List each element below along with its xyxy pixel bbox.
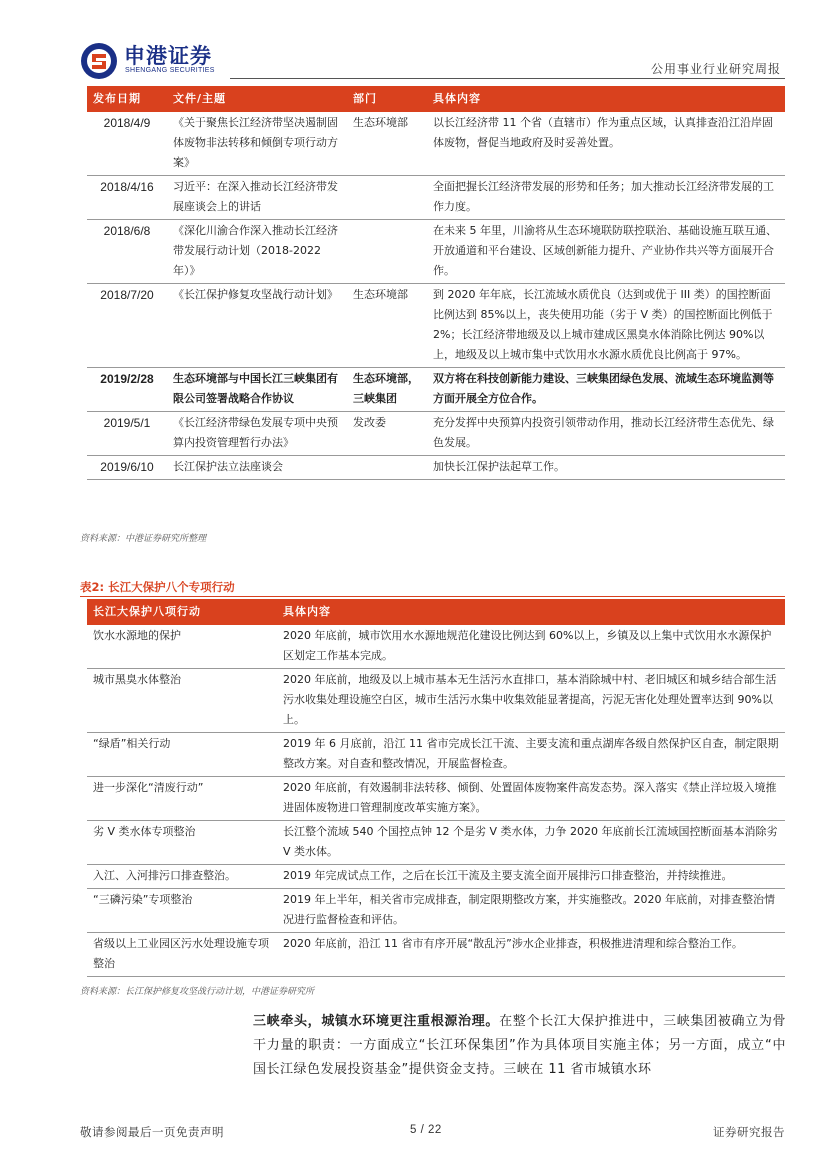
row-dept: 生态环境部 xyxy=(347,112,427,176)
row-topic: 《长江保护修复攻坚战行动计划》 xyxy=(167,284,347,368)
row-topic: 长江保护法立法座谈会 xyxy=(167,456,347,480)
paragraph-text: 在整个长江大保护推进中，三峡集团被确立为骨干力量的职责：一方面成立“长江环保集团”作为具体项目实施主体；另一方面，成立“中国长江绿色发展投资基金”提供资金支持。三峡在 11 省市城镇水环 xyxy=(253,1014,786,1077)
header-dept: 部门 xyxy=(347,86,427,112)
table-row xyxy=(87,777,785,821)
row-action: 城市黑臭水体整治 xyxy=(87,669,277,733)
row-content: 充分发挥中央预算内投资引领带动作用，推动长江经济带生态优先、绿色发展。 xyxy=(427,412,785,456)
footer-report-label: 证券研究报告 xyxy=(713,1125,785,1139)
row-content: 2020 年底前，有效遏制非法转移、倾倒、处置固体废物案件高发态势。深入落实《禁止洋垃圾入境推进固体废物进口管理制度改革实施方案》。 xyxy=(277,777,785,821)
table-row xyxy=(87,112,785,176)
row-date: 2019/6/10 xyxy=(87,456,167,480)
row-topic: 生态环境部与中国长江三峡集团有限公司签署战略合作协议 xyxy=(167,368,347,412)
table-row xyxy=(87,284,785,368)
table-row xyxy=(87,821,785,865)
row-content: 2019 年完成试点工作，之后在长江干流及主要支流全面开展排污口排查整治，并持续推进。 xyxy=(277,865,785,889)
row-content: 双方将在科技创新能力建设、三峡集团绿色发展、流域生态环境监测等方面开展全方位合作。 xyxy=(427,368,785,412)
row-action: 省级以上工业园区污水处理设施专项整治 xyxy=(87,933,277,977)
row-action: 入江、入河排污口排查整治。 xyxy=(87,865,277,889)
logo-chinese-name: 申港证券 xyxy=(124,44,212,68)
table2-title-divider xyxy=(80,596,785,597)
company-logo xyxy=(80,40,310,82)
page-header xyxy=(80,40,785,82)
table2-title: 表2: 长江大保护八个专项行动 xyxy=(80,580,235,594)
table-header-row xyxy=(87,599,785,625)
table1-source: 资料来源：中港证券研究所整理 xyxy=(80,534,207,544)
table-row xyxy=(87,220,785,284)
row-content: 到 2020 年年底，长江流域水质优良（达到或优于 III 类）的国控断面比例达到 85%以上，丧失使用功能（劣于 V 类）的国控断面比例低于 2%；长江经济带地级及以上城市建成区黑臭水体消除比例达 90%以上，地级及以上城市集中式饮用水水源水质优良比例高于 97%。 xyxy=(427,284,785,368)
table-row xyxy=(87,933,785,977)
row-dept xyxy=(347,176,427,220)
row-topic: 《深化川渝合作深入推动长江经济带发展行动计划（2018-2022 年）》 xyxy=(167,220,347,284)
header-topic: 文件/主题 xyxy=(167,86,347,112)
row-content: 以长江经济带 11 个省（直辖市）作为重点区域，认真排查沿江沿岸固体废物，督促当地政府及时妥善处置。 xyxy=(427,112,785,176)
row-content: 2020 年底前，地级及以上城市基本无生活污水直排口，基本消除城中村、老旧城区和城乡结合部生活污水收集处理设施空白区，城市生活污水集中收集效能显著提高，污泥无害化处理处置率达到 90%以上。 xyxy=(277,669,785,733)
table-row xyxy=(87,625,785,669)
row-topic: 习近平：在深入推动长江经济带发展座谈会上的讲话 xyxy=(167,176,347,220)
row-date: 2018/4/16 xyxy=(87,176,167,220)
logo-emblem-icon xyxy=(80,42,118,80)
row-content: 长江整个流域 540 个国控点钟 12 个是劣 V 类水体，力争 2020 年底前长江流域国控断面基本消除劣 V 类水体。 xyxy=(277,821,785,865)
row-dept: 生态环境部，三峡集团 xyxy=(347,368,427,412)
row-action: 进一步深化“清废行动” xyxy=(87,777,277,821)
header-action: 长江大保护八项行动 xyxy=(87,599,277,625)
row-content: 2019 年上半年，相关省市完成排查，制定限期整改方案，并实施整改。2020 年底前，对排查整治情况进行监督检查和评估。 xyxy=(277,889,785,933)
row-content: 2020 年底前，沿江 11 省市有序开展“散乱污”涉水企业排查，积极推进清理和综合整治工作。 xyxy=(277,933,785,977)
row-content: 加快长江保护法起草工作。 xyxy=(427,456,785,480)
row-topic: 《长江经济带绿色发展专项中央预算内投资管理暂行办法》 xyxy=(167,412,347,456)
table-row xyxy=(87,368,785,412)
policy-table xyxy=(87,86,785,480)
row-dept: 生态环境部 xyxy=(347,284,427,368)
row-dept xyxy=(347,456,427,480)
row-topic: 《关于聚焦长江经济带坚决遏制固体废物非法转移和倾倒专项行动方案》 xyxy=(167,112,347,176)
row-action: “三磷污染”专项整治 xyxy=(87,889,277,933)
row-content: 2020 年底前，城市饮用水水源地规范化建设比例达到 60%以上，乡镇及以上集中式饮用水水源保护区划定工作基本完成。 xyxy=(277,625,785,669)
body-paragraph xyxy=(253,1010,786,1082)
actions-table xyxy=(87,599,785,977)
table-row xyxy=(87,865,785,889)
table2-source: 资料来源：长江保护修复攻坚战行动计划，中港证券研究所 xyxy=(80,987,315,997)
row-date: 2019/5/1 xyxy=(87,412,167,456)
table-row xyxy=(87,456,785,480)
row-content: 2019 年 6 月底前，沿江 11 省市完成长江干流、主要支流和重点湖库各级自然保护区自查，制定限期整改方案。对自查和整改情况，开展监督检查。 xyxy=(277,733,785,777)
row-action: 饮水水源地的保护 xyxy=(87,625,277,669)
paragraph-lead: 三峡牵头，城镇水环境更注重根源治理。 xyxy=(253,1014,500,1029)
header-content: 具体内容 xyxy=(277,599,785,625)
row-date: 2019/2/28 xyxy=(87,368,167,412)
header-content: 具体内容 xyxy=(427,86,785,112)
row-dept: 发改委 xyxy=(347,412,427,456)
header-date: 发布日期 xyxy=(87,86,167,112)
row-action: 劣 V 类水体专项整治 xyxy=(87,821,277,865)
header-divider xyxy=(230,78,785,79)
row-date: 2018/4/9 xyxy=(87,112,167,176)
logo-english-name: SHENGANG SECURITIES xyxy=(125,67,215,74)
row-content: 在未来 5 年里，川渝将从生态环境联防联控联治、基础设施互联互通、开放通道和平台建设、区域创新能力提升、产业协作共兴等方面展开合作。 xyxy=(427,220,785,284)
table-row xyxy=(87,733,785,777)
row-action: “绿盾”相关行动 xyxy=(87,733,277,777)
row-dept xyxy=(347,220,427,284)
table-row xyxy=(87,412,785,456)
row-content: 全面把握长江经济带发展的形势和任务；加大推动长江经济带发展的工作力度。 xyxy=(427,176,785,220)
table-header-row xyxy=(87,86,785,112)
row-date: 2018/7/20 xyxy=(87,284,167,368)
report-type: 公用事业行业研究周报 xyxy=(650,62,781,76)
table-row xyxy=(87,176,785,220)
footer-disclaimer: 敬请参阅最后一页免责声明 xyxy=(80,1125,224,1139)
page-number: 5 / 22 xyxy=(410,1124,442,1136)
row-date: 2018/6/8 xyxy=(87,220,167,284)
table-row xyxy=(87,669,785,733)
table-row xyxy=(87,889,785,933)
